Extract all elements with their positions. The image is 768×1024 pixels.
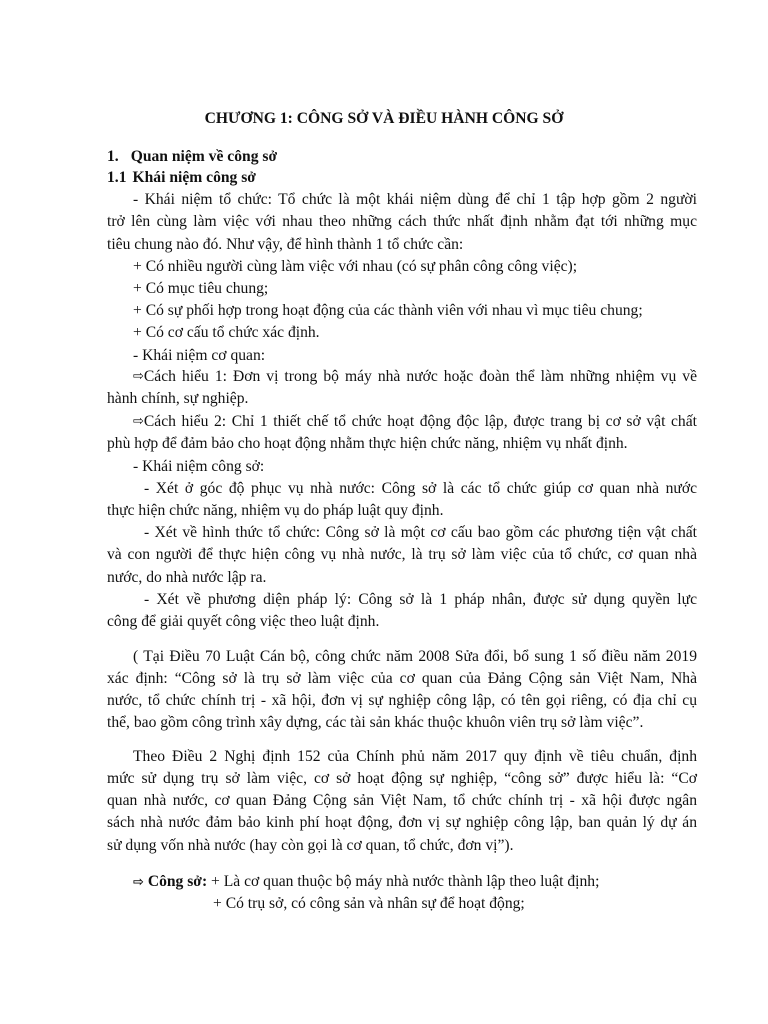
paragraph-line: - Xét về phương diện pháp lý: Công sở là 1 pháp nhân, được sử dụng quyền lực <box>144 591 697 608</box>
paragraph-line: quan nhà nước, cơ quan Đảng Cộng sản Việt Nam, tổ chức chính trị - xã hội được ngân <box>107 792 697 809</box>
bullet-item: + Có nhiều người cùng làm việc với nhau (có sự phân công công việc); <box>133 258 578 275</box>
paragraph-line: phù hợp để đảm bảo cho hoạt động nhằm thực hiện chức năng, nhiệm vụ nhất định. <box>107 435 628 452</box>
paragraph-line: tiêu chung nào đó. Như vậy, để hình thành 1 tổ chức cần: <box>107 236 464 253</box>
heading-1-text: Quan niệm về công sở <box>130 148 278 165</box>
arrow-right-outline-icon: ⇨ <box>133 369 144 384</box>
paragraph-line: mức sử dụng trụ sở làm việc, cơ sở hoạt động sự nghiệp, “công sở” được hiểu là: “Cơ <box>107 770 697 787</box>
bullet-item: + Có trụ sở, có công sản và nhân sự để hoạt động; <box>213 895 525 912</box>
paragraph-line: thể, bao gồm công trình xây dựng, các tài sản khác thuộc khuôn viên trụ sở làm việc”. <box>107 714 644 731</box>
paragraph-line: trở lên cùng làm việc với nhau theo những cách thức nhất định nhằm đạt tới những mục <box>107 213 697 230</box>
paragraph-line: sử dụng vốn nhà nước (hay còn gọi là cơ quan, tổ chức, đơn vị”). <box>107 837 514 854</box>
paragraph-line: và con người để thực hiện công vụ nhà nước, là trụ sở làm việc của tổ chức, cơ quan nhà <box>107 546 697 563</box>
paragraph-line: ( Tại Điều 70 Luật Cán bộ, công chức năm 2008 Sửa đổi, bổ sung 1 số điều năm 2019 <box>133 648 697 665</box>
arrow-line <box>133 366 697 388</box>
arrow-line <box>133 411 697 433</box>
paragraph-line: nước, do nhà nước lập ra. <box>107 569 267 586</box>
paragraph-line: + Là cơ quan thuộc bộ máy nhà nước thành lập theo luật định; <box>207 873 600 890</box>
heading-2-text: Khái niệm công sở <box>132 169 256 186</box>
definition-line <box>133 871 599 894</box>
paragraph-line: xác định: “Công sở là trụ sở làm việc của cơ quan của Đảng Cộng sản Việt Nam, Nhà <box>107 670 697 687</box>
definition-term: Công sở: <box>147 873 208 890</box>
paragraph-line: - Xét về hình thức tổ chức: Công sở là một cơ cấu bao gồm các phương tiện vật chất <box>144 524 697 541</box>
arrow-right-outline-icon: ⇨ <box>133 875 144 890</box>
paragraph-line: thực hiện chức năng, nhiệm vụ do pháp luật quy định. <box>107 502 444 519</box>
chapter-title: CHƯƠNG 1: CÔNG SỞ VÀ ĐIỀU HÀNH CÔNG SỞ <box>204 110 564 127</box>
paragraph-line: Cách hiểu 1: Đơn vị trong bộ máy nhà nước hoặc đoàn thể làm những nhiệm vụ về <box>143 368 697 385</box>
paragraph-line: - Khái niệm tổ chức: Tổ chức là một khái niệm dùng để chỉ 1 tập hợp gồm 2 người <box>133 191 697 208</box>
paragraph-line: - Xét ở góc độ phục vụ nhà nước: Công sở là các tổ chức giúp cơ quan nhà nước <box>144 480 697 497</box>
heading-2-number: 1.1 <box>107 169 127 186</box>
paragraph-line: sách nhà nước đảm bảo kinh phí hoạt động, đơn vị sự nghiệp công lập, ban quản lý dự án <box>107 814 697 831</box>
bullet-item: + Có sự phối hợp trong hoạt động của các thành viên với nhau vì mục tiêu chung; <box>133 302 643 319</box>
paragraph-line: - Khái niệm công sở: <box>133 458 265 475</box>
heading-2 <box>107 167 256 189</box>
bullet-item: + Có cơ cấu tổ chức xác định. <box>133 324 320 341</box>
heading-1 <box>107 146 277 168</box>
bullet-item: + Có mục tiêu chung; <box>133 280 269 297</box>
paragraph-line: công để giải quyết công việc theo luật định. <box>107 613 380 630</box>
paragraph-line: nước, tổ chức chính trị - xã hội, đơn vị sự nghiệp công lập, có tên gọi riêng, có địa chỉ cụ <box>107 692 697 709</box>
arrow-right-outline-icon: ⇨ <box>133 414 144 429</box>
paragraph-line: Theo Điều 2 Nghị định 152 của Chính phủ năm 2017 quy định về tiêu chuẩn, định <box>133 748 697 765</box>
paragraph-line: Cách hiểu 2: Chỉ 1 thiết chế tổ chức hoạt động độc lập, được trang bị cơ sở vật chất <box>143 413 697 430</box>
paragraph-line: - Khái niệm cơ quan: <box>133 347 266 364</box>
paragraph-line: hành chính, sự nghiệp. <box>107 390 249 407</box>
heading-1-number: 1. <box>107 148 119 165</box>
